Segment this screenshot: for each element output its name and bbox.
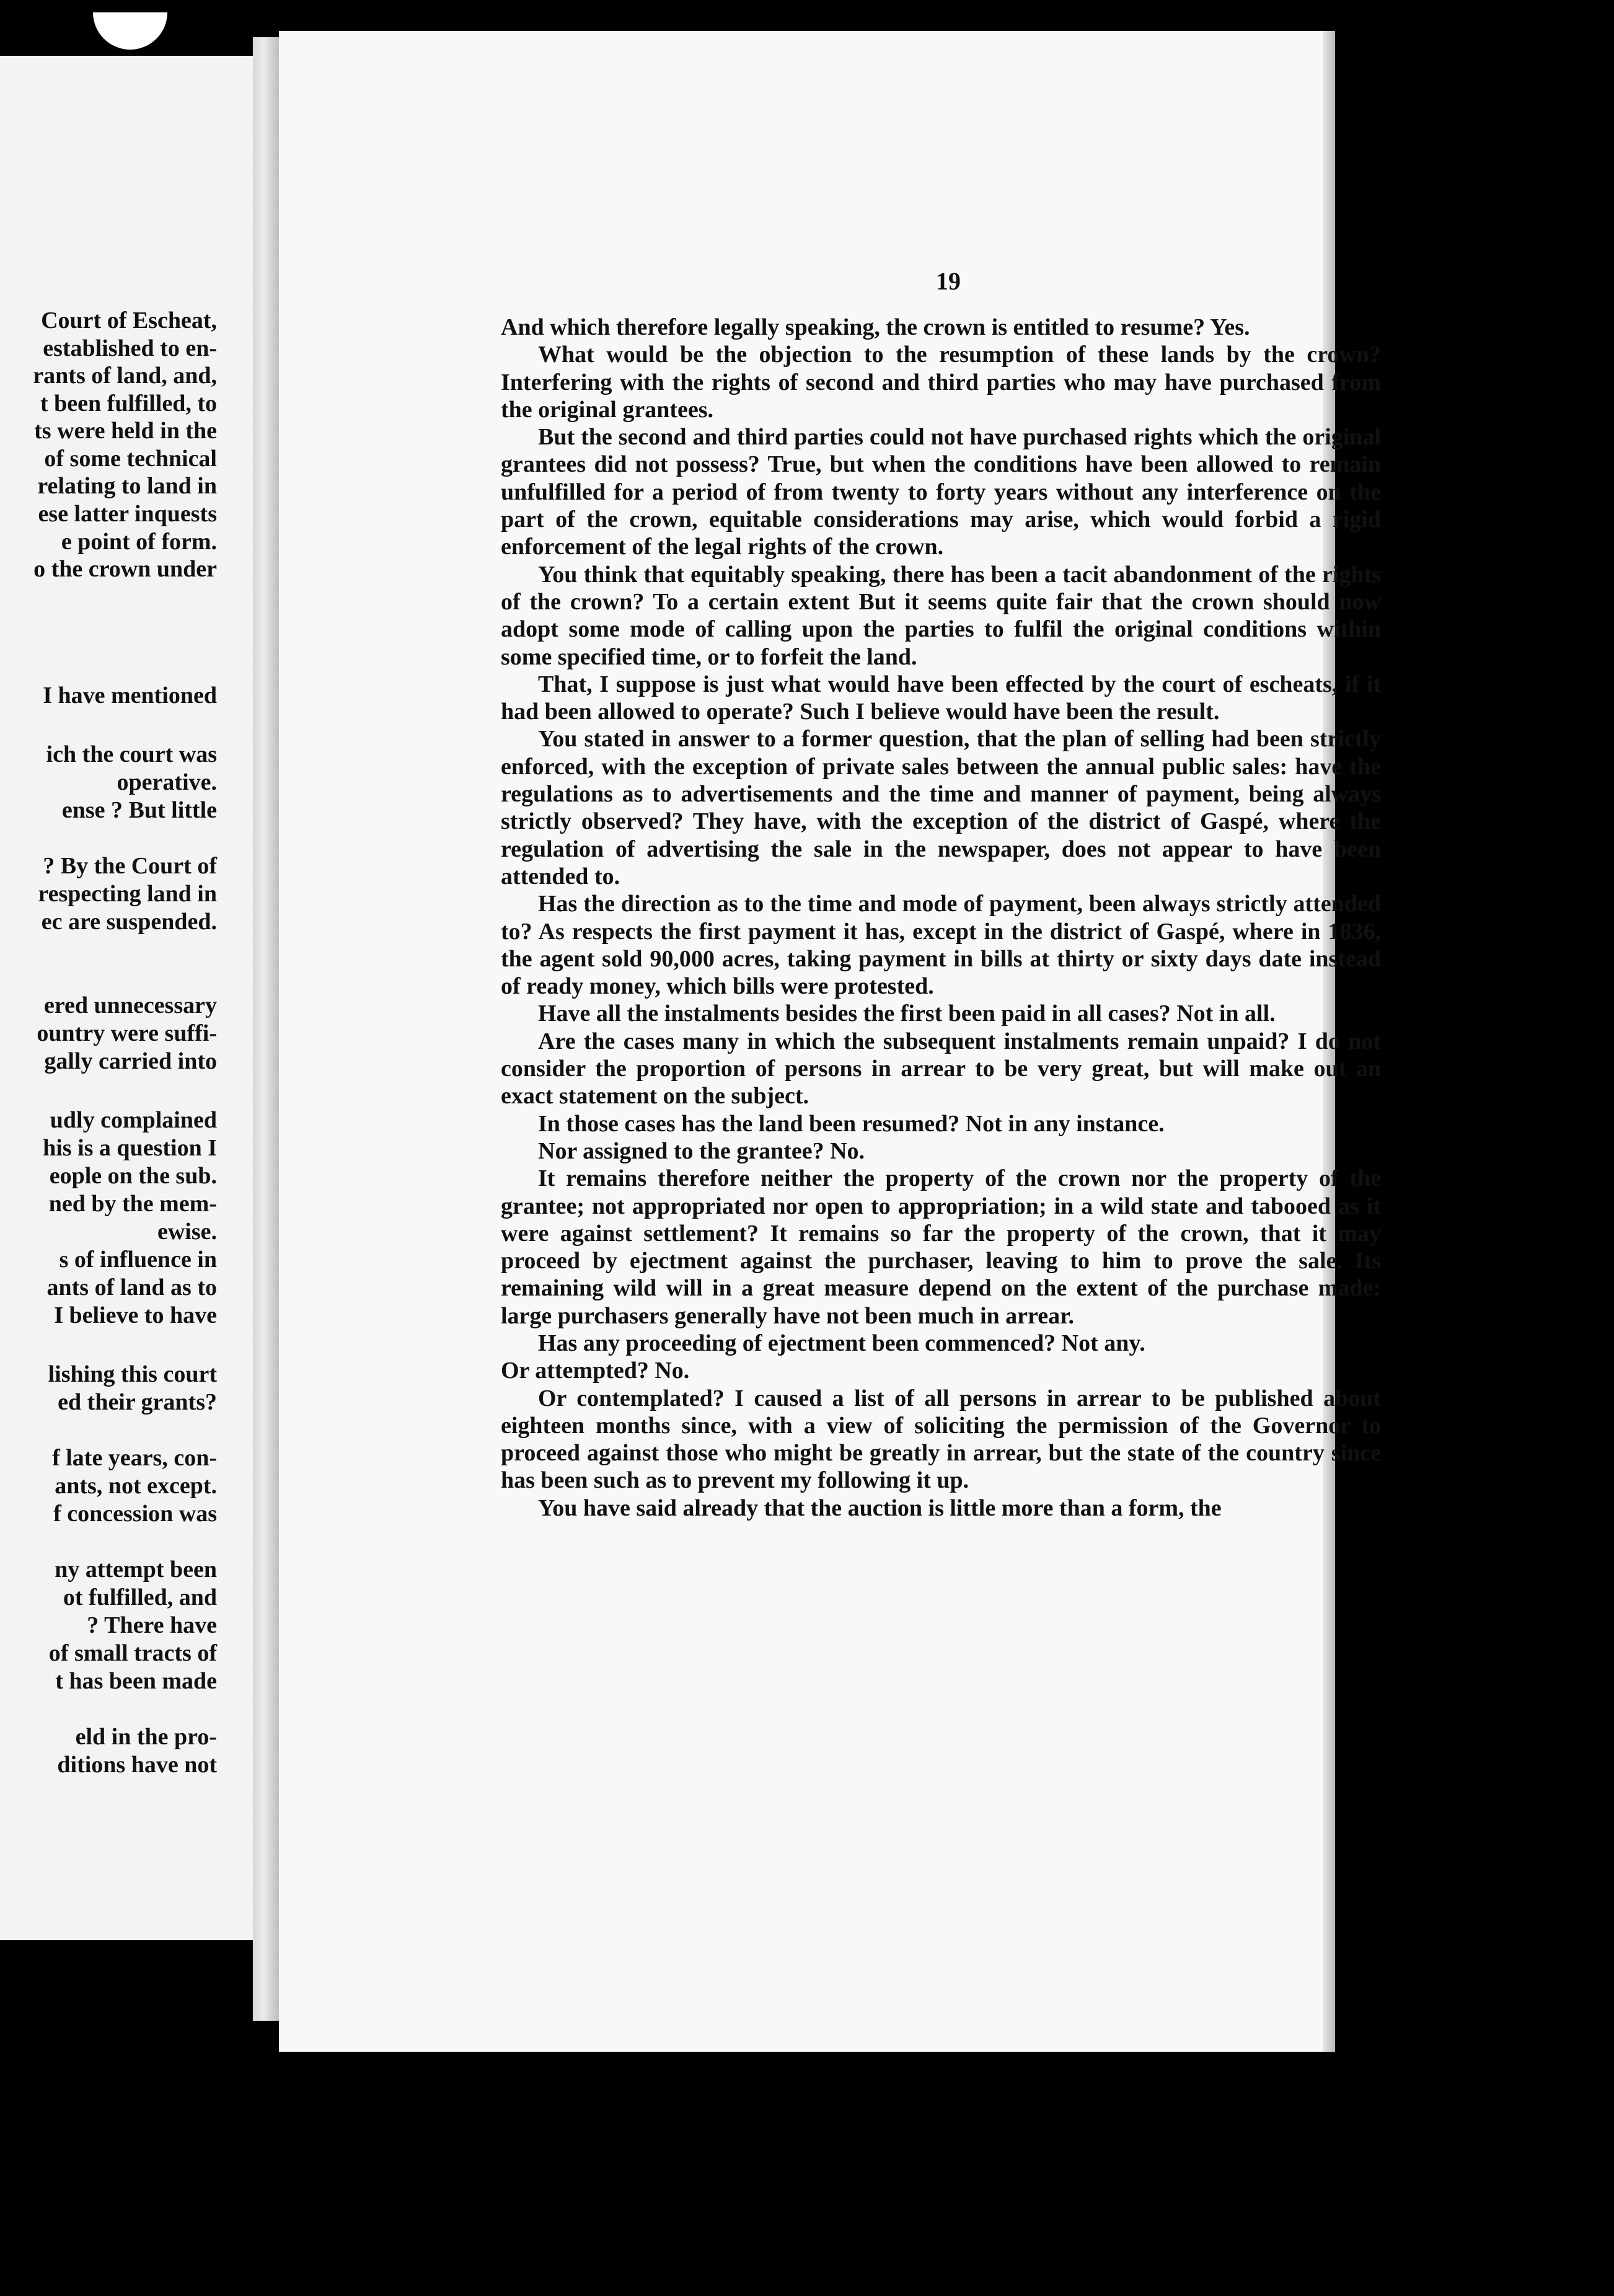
page-number: 19 (936, 267, 961, 295)
paragraph: You have said already that the auction is little more than a form, the (538, 1495, 1222, 1521)
left-page-line: lishing this court (48, 1361, 217, 1387)
left-page-line: of small tracts of (48, 1640, 217, 1666)
paragraph: Or contemplated? I caused a list of all persons in arrear to be published about eighteen months since, with a view of soliciting the permission of the Governor to proceed against those who might be greatly in arrear, but the state of the country since has been such as to prevent my following it up. (501, 1385, 1381, 1494)
paragraph: Or attempted? No. (501, 1358, 690, 1384)
paragraph: Nor assigned to the grantee? No. (538, 1137, 865, 1164)
left-page-line: respecting land in (38, 881, 217, 907)
paragraph: What would be the objection to the resumption of these lands by the crown? Interfering with the rights of second and third parties who may have purchased from the original grantees. (501, 342, 1381, 423)
left-page-line: established to en- (43, 335, 217, 361)
paragraph: But the second and third parties could not have purchased rights which the original grantees did not possess? True, but when the conditions have been allowed to remain unfulfilled for a period of from twenty to forty years without any interference on the part of the crown, equitable considerations may arise, which would forbid a rigid enforcement of the legal rights of the crown. (501, 424, 1381, 560)
scan-blot (93, 12, 167, 50)
paragraph: And which therefore legally speaking, the crown is entitled to resume? Yes. (501, 314, 1250, 340)
left-page-line: ered unnecessary (44, 992, 217, 1018)
left-page-line: udly complained (50, 1107, 217, 1133)
left-page-line: eld in the pro- (75, 1724, 217, 1750)
left-page-line: ditions have not (57, 1752, 217, 1778)
paragraph: Are the cases many in which the subsequent instalments remain unpaid? I do not consider the proportion of persons in arrear to be very great, but will make out an exact statement on the subject. (501, 1028, 1381, 1110)
left-page-line: ewise. (157, 1219, 217, 1245)
left-page-line: of some technical (44, 446, 217, 472)
left-page-line: I believe to have (54, 1302, 217, 1328)
paragraph: You think that equitably speaking, there has been a tacit abandonment of the rights of the crown? To a certain extent But it seems quite fair that the crown should now adopt some mode of calling upon the parties to fulfil the original conditions within some specified time, or to forfeit the land. (501, 561, 1381, 670)
paragraph: In those cases has the land been resumed? Not in any instance. (538, 1110, 1165, 1137)
left-page-line: relating to land in (37, 473, 217, 499)
left-page-line: eople on the sub. (49, 1163, 217, 1189)
left-page-line: t has been made (55, 1668, 217, 1694)
left-page-line: ants, not except. (55, 1473, 217, 1499)
paragraph: That, I suppose is just what would have been effected by the court of escheats, if it had been allowed to operate? Such I believe would have been the result. (501, 671, 1381, 725)
paragraph: Have all the instalments besides the first been paid in all cases? Not in all. (538, 1000, 1276, 1027)
left-page-line: ec are suspended. (41, 909, 217, 935)
left-page-line: ? There have (87, 1612, 217, 1638)
left-page-line: ot fulfilled, and (63, 1584, 217, 1610)
left-page-line: ants of land as to (46, 1274, 217, 1300)
left-page-line: ese latter inquests (38, 501, 217, 527)
paragraph: Has any proceeding of ejectment been commenced? Not any. (538, 1330, 1145, 1356)
left-page-line: f late years, con- (52, 1445, 217, 1471)
left-page-line: ned by the mem- (48, 1191, 217, 1217)
left-page (0, 56, 253, 1940)
left-page-line: operative. (117, 769, 217, 795)
paragraph: Has the direction as to the time and mode of payment, been always strictly attended to? As respects the first payment it has, except in the district of Gaspé, where in 1836, the agent sold 90,000 acres, taking payment in bills at thirty or sixty days date instead of ready money, which bills were protested. (501, 891, 1381, 1000)
left-page-line: o the crown under (33, 556, 217, 582)
left-page-line: s of influence in (59, 1247, 217, 1273)
left-page-line: ny attempt been (55, 1556, 217, 1583)
left-page-line: ich the court was (46, 741, 217, 767)
left-page-line: ense ? But little (61, 797, 217, 823)
paragraph: You stated in answer to a former question, that the plan of selling had been strictly enforced, with the exception of private sales between the annual public sales: have the regulations as to advertisements and the time and manner of payment, being always strictly observed? They have, with the exception of the district of Gaspé, where the regulation of advertising the sale in the newspaper, does not appear to have been attended to. (501, 726, 1381, 890)
page-body (501, 314, 1381, 1522)
left-page-line: his is a question I (43, 1135, 217, 1161)
left-page-line: I have mentioned (43, 682, 217, 709)
left-page-line: ountry were suffi- (37, 1020, 217, 1046)
left-page-line: rants of land, and, (33, 363, 217, 389)
left-page-line: Court of Escheat, (41, 307, 217, 333)
left-page-line: ed their grants? (58, 1389, 217, 1415)
left-page-line: t been fulfilled, to (40, 391, 217, 417)
left-page-line: e point of form. (61, 529, 217, 555)
left-page-line: ? By the Court of (43, 853, 217, 879)
left-page-line: ts were held in the (34, 418, 217, 444)
book-gutter (253, 37, 279, 2021)
paragraph: It remains therefore neither the property of the crown nor the property of the grantee; not appropriated nor open to appropriation; in a wild state and tabooed as it were against settlement? It remains so far the property of the crown, that it may proceed by ejectment against the purchaser, leaving to him to prove the sale. Its remaining wild will in a great measure depend on the extent of the purchase made: large purchasers generally have not been much in arrear. (501, 1165, 1381, 1329)
left-page-line: f concession was (53, 1501, 217, 1527)
left-page-line: gally carried into (44, 1048, 217, 1074)
